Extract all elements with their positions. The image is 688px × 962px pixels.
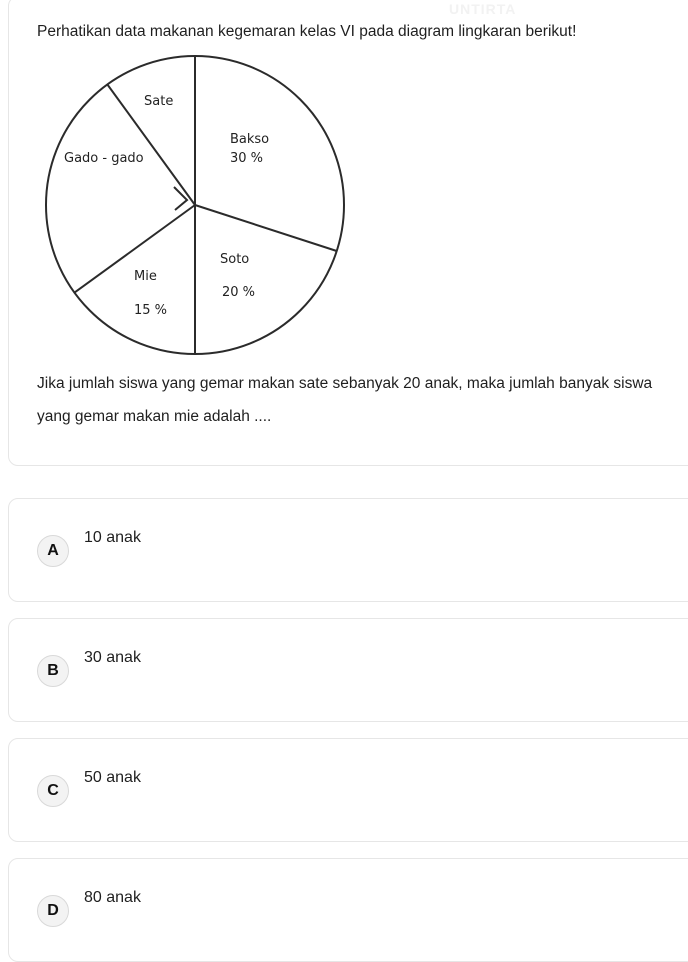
slice-label-sate: Sate bbox=[144, 94, 174, 109]
slice-label-soto: Soto bbox=[220, 252, 250, 267]
option-text: 30 anak bbox=[84, 649, 141, 666]
option-b[interactable] bbox=[8, 618, 688, 722]
question-card bbox=[8, 0, 688, 466]
question-intro: Perhatikan data makanan kegemaran kelas VI pada diagram lingkaran berikut! bbox=[37, 23, 577, 40]
option-letter-badge: B bbox=[37, 655, 69, 687]
slice-label-bakso: Bakso bbox=[230, 132, 270, 147]
slice-label-gado-gado: Gado - gado bbox=[64, 151, 144, 166]
option-c[interactable] bbox=[8, 738, 688, 842]
option-a[interactable] bbox=[8, 498, 688, 602]
question-body: Jika jumlah siswa yang gemar makan sate sebanyak 20 anak, maka jumlah banyak siswa yang gemar makan mie adalah .... bbox=[37, 375, 653, 425]
option-text: 50 anak bbox=[84, 769, 141, 786]
slice-percent-bakso: 30 % bbox=[230, 151, 264, 166]
option-letter-badge: A bbox=[37, 535, 69, 567]
watermark-logo: UNTIRTA bbox=[449, 1, 517, 17]
option-text: 10 anak bbox=[84, 529, 141, 546]
pie-chart-svg bbox=[37, 49, 357, 359]
slice-percent-soto: 20 % bbox=[222, 285, 256, 300]
pie-chart bbox=[37, 49, 357, 359]
slice-label-mie: Mie bbox=[134, 269, 157, 284]
slice-percent-mie: 15 % bbox=[134, 303, 168, 318]
option-letter-badge: C bbox=[37, 775, 69, 807]
option-letter-badge: D bbox=[37, 895, 69, 927]
option-text: 80 anak bbox=[84, 889, 141, 906]
option-d[interactable] bbox=[8, 858, 688, 962]
